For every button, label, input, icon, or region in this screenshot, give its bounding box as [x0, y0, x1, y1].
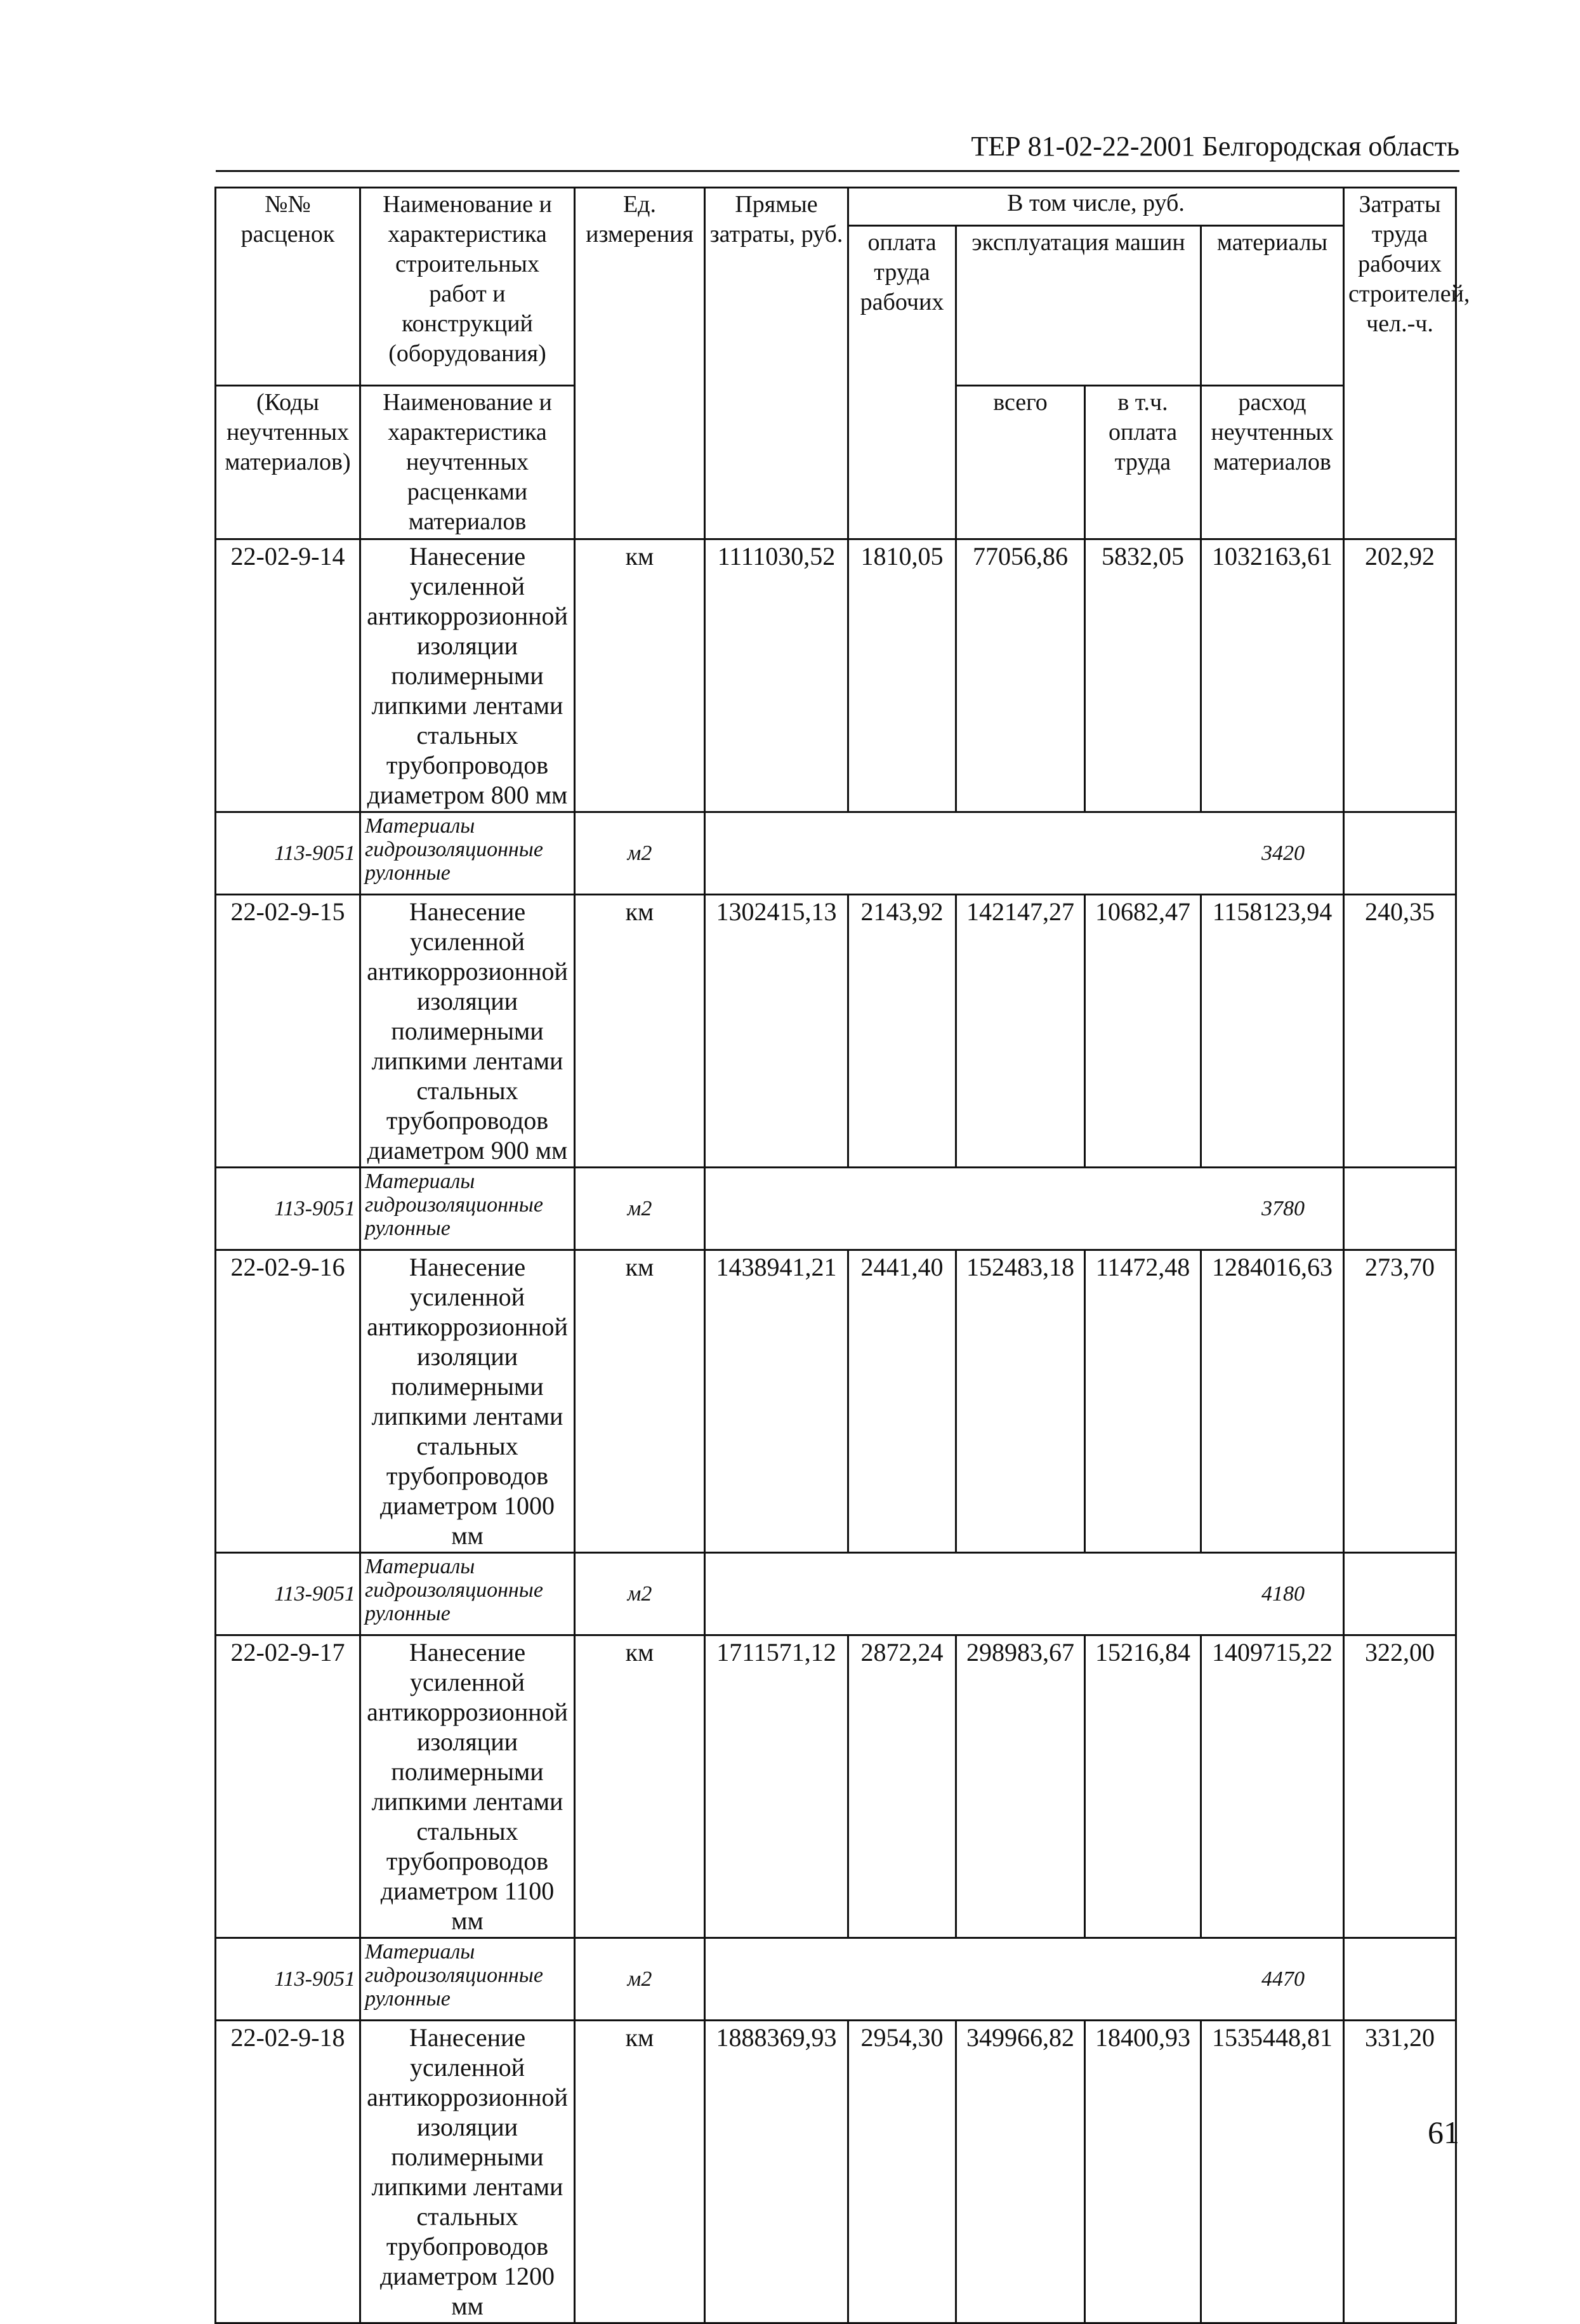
material-unit: м2 [575, 1168, 705, 1250]
wages: 1810,05 [848, 539, 956, 812]
rates-table [214, 187, 1470, 2324]
rate-code: 22-02-9-17 [216, 1635, 360, 1938]
material-quantity: 4180 [705, 1553, 1344, 1635]
machines-total: 77056,86 [956, 539, 1085, 812]
labor-costs: 331,20 [1344, 2021, 1456, 2323]
header-machines: эксплуатация машин [956, 226, 1201, 386]
material-quantity: 4470 [705, 1938, 1344, 2021]
wages: 2143,92 [848, 895, 956, 1168]
machines-wages: 15216,84 [1085, 1635, 1201, 1938]
machines-total: 349966,82 [956, 2021, 1085, 2323]
table-row [216, 1635, 1456, 1938]
material-code: 113-9051 [216, 1553, 360, 1635]
header-machines-wages: в т.ч. оплата труда [1085, 386, 1201, 539]
direct-costs: 1111030,52 [705, 539, 848, 812]
table-header [216, 188, 1470, 539]
material-name: Материалы гидроизоляционные рулонные [360, 812, 575, 895]
machines-wages: 5832,05 [1085, 539, 1201, 812]
work-description: Нанесение усиленной антикоррозионной изоляции полимерными липкими лентами стальных трубопроводов диаметром 900 мм [360, 895, 575, 1168]
header-code: №№ расценок [216, 188, 360, 386]
direct-costs: 1302415,13 [705, 895, 848, 1168]
material-row [216, 1938, 1456, 2021]
header-wages: оплата труда рабочих [848, 226, 956, 539]
machines-total: 152483,18 [956, 1250, 1085, 1553]
unit: км [575, 895, 705, 1168]
table-row [216, 1250, 1456, 1553]
work-description: Нанесение усиленной антикоррозионной изоляции полимерными липкими лентами стальных трубопроводов диаметром 1200 мм [360, 2021, 575, 2323]
material-code: 113-9051 [216, 812, 360, 895]
labor-costs: 273,70 [1344, 1250, 1456, 1553]
materials: 1409715,22 [1201, 1635, 1344, 1938]
work-description: Нанесение усиленной антикоррозионной изоляции полимерными липкими лентами стальных трубопроводов диаметром 1100 мм [360, 1635, 575, 1938]
header-name-alt: Наименование и характеристика неучтенных расценками материалов [360, 386, 575, 539]
wages: 2954,30 [848, 2021, 956, 2323]
header-direct-costs: Прямые затраты, руб. [705, 188, 848, 539]
direct-costs: 1438941,21 [705, 1250, 848, 1553]
rate-code: 22-02-9-18 [216, 2021, 360, 2323]
materials: 1158123,94 [1201, 895, 1344, 1168]
direct-costs: 1888369,93 [705, 2021, 848, 2323]
material-code: 113-9051 [216, 1168, 360, 1250]
materials: 1284016,63 [1201, 1250, 1344, 1553]
material-row [216, 812, 1456, 895]
table-row [216, 2021, 1456, 2323]
machines-wages: 11472,48 [1085, 1250, 1201, 1553]
header-materials-alt: расход неучтенных материалов [1201, 386, 1344, 539]
rate-code: 22-02-9-14 [216, 539, 360, 812]
material-unit: м2 [575, 1938, 705, 2021]
labor-costs: 322,00 [1344, 1635, 1456, 1938]
table-row [216, 895, 1456, 1168]
material-name: Материалы гидроизоляционные рулонные [360, 1553, 575, 1635]
labor-costs: 240,35 [1344, 895, 1456, 1168]
material-quantity: 3420 [705, 812, 1344, 895]
work-description: Нанесение усиленной антикоррозионной изоляции полимерными липкими лентами стальных трубопроводов диаметром 800 мм [360, 539, 575, 812]
empty-cell [1344, 1168, 1456, 1250]
table-row [216, 539, 1456, 812]
material-quantity: 3780 [705, 1168, 1344, 1250]
material-code: 113-9051 [216, 1938, 360, 2021]
unit: км [575, 1250, 705, 1553]
wages: 2872,24 [848, 1635, 956, 1938]
labor-costs: 202,92 [1344, 539, 1456, 812]
empty-cell [1344, 1938, 1456, 2021]
header-materials: материалы [1201, 226, 1344, 386]
materials: 1535448,81 [1201, 2021, 1344, 2323]
rate-code: 22-02-9-15 [216, 895, 360, 1168]
materials: 1032163,61 [1201, 539, 1344, 812]
machines-total: 142147,27 [956, 895, 1085, 1168]
material-row [216, 1553, 1456, 1635]
rate-code: 22-02-9-16 [216, 1250, 360, 1553]
material-row [216, 1168, 1456, 1250]
header-machines-total: всего [956, 386, 1085, 539]
material-unit: м2 [575, 1553, 705, 1635]
header-unit: Ед. измерения [575, 188, 705, 539]
header-code-alt: (Коды неучтенных материалов) [216, 386, 360, 539]
header-labor-costs: Затраты труда рабочих строителей, чел.-ч. [1344, 188, 1456, 539]
wages: 2441,40 [848, 1250, 956, 1553]
unit: км [575, 2021, 705, 2323]
empty-cell [1344, 812, 1456, 895]
work-description: Нанесение усиленной антикоррозионной изоляции полимерными липкими лентами стальных трубопроводов диаметром 1000 мм [360, 1250, 575, 1553]
direct-costs: 1711571,12 [705, 1635, 848, 1938]
material-name: Материалы гидроизоляционные рулонные [360, 1938, 575, 2021]
unit: км [575, 1635, 705, 1938]
header-including: В том числе, руб. [848, 188, 1344, 226]
material-name: Материалы гидроизоляционные рулонные [360, 1168, 575, 1250]
empty-cell [1344, 1553, 1456, 1635]
machines-wages: 18400,93 [1085, 2021, 1201, 2323]
machines-wages: 10682,47 [1085, 895, 1201, 1168]
document-header: ТЕР 81-02-22-2001 Белгородская область [971, 131, 1459, 162]
table-body [216, 539, 1456, 2323]
machines-total: 298983,67 [956, 1635, 1085, 1938]
material-unit: м2 [575, 812, 705, 895]
page-number: 61 [1428, 2115, 1459, 2150]
header-name: Наименование и характеристика строительных работ и конструкций (оборудования) [360, 188, 575, 386]
unit: км [575, 539, 705, 812]
header-divider [216, 170, 1459, 172]
